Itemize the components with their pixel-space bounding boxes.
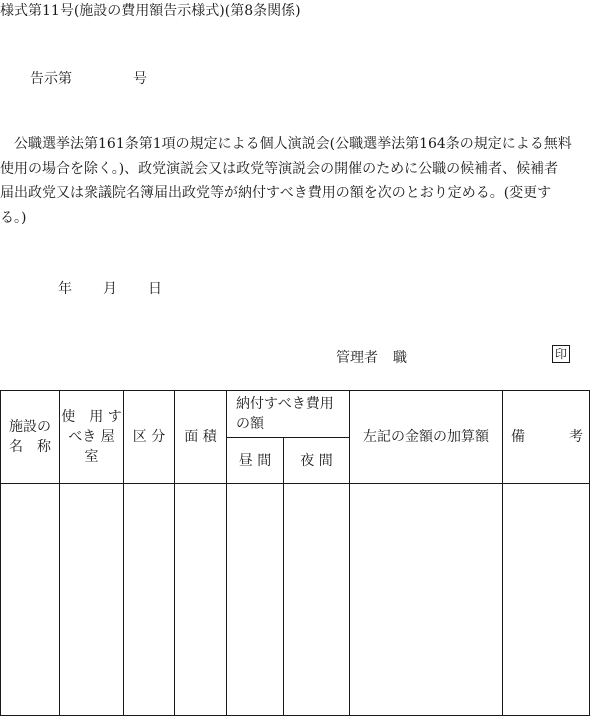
date-month-label: 月 xyxy=(103,281,117,297)
header-added-amount: 左記の金額の加算額 xyxy=(363,429,489,445)
header-category: 区 分 xyxy=(132,429,166,445)
body-line: 届出政党又は衆議院名簿届出政党等が納付すべき費用の額を次のとおり定める。(変更す xyxy=(0,185,552,201)
date-day-label: 日 xyxy=(148,281,162,297)
notice-number-suffix: 号 xyxy=(133,71,147,87)
body-line: る。) xyxy=(0,209,27,226)
header-remarks: 備 考 xyxy=(511,429,583,445)
notice-label: 告示第 xyxy=(30,71,72,87)
body-line: 使用の場合を除く。)、政党演説会又は政党等演説会の開催のために公職の候補者、候補者 xyxy=(0,160,559,177)
header-fee: 納付すべき費用 の額 xyxy=(236,396,334,432)
form-title: 様式第11号(施設の費用額告示様式)(第8条関係) xyxy=(0,3,301,19)
header-area: 面 積 xyxy=(184,429,217,445)
header-facility-name: 施設の 名 称 xyxy=(9,419,51,455)
header-nighttime: 夜 間 xyxy=(300,452,333,469)
seal-stamp: 印 xyxy=(552,345,570,363)
manager-title-label: 職 xyxy=(393,350,407,366)
manager-label: 管理者 xyxy=(336,350,378,366)
header-daytime: 昼 間 xyxy=(238,452,272,469)
date-year-label: 年 xyxy=(58,281,72,297)
body-line: 公職選挙法第161条第1項の規定による個人演説会(公職選挙法第164条の規定による無料 xyxy=(14,136,572,152)
header-room: 使 用 すべき 屋 室 xyxy=(61,409,129,465)
